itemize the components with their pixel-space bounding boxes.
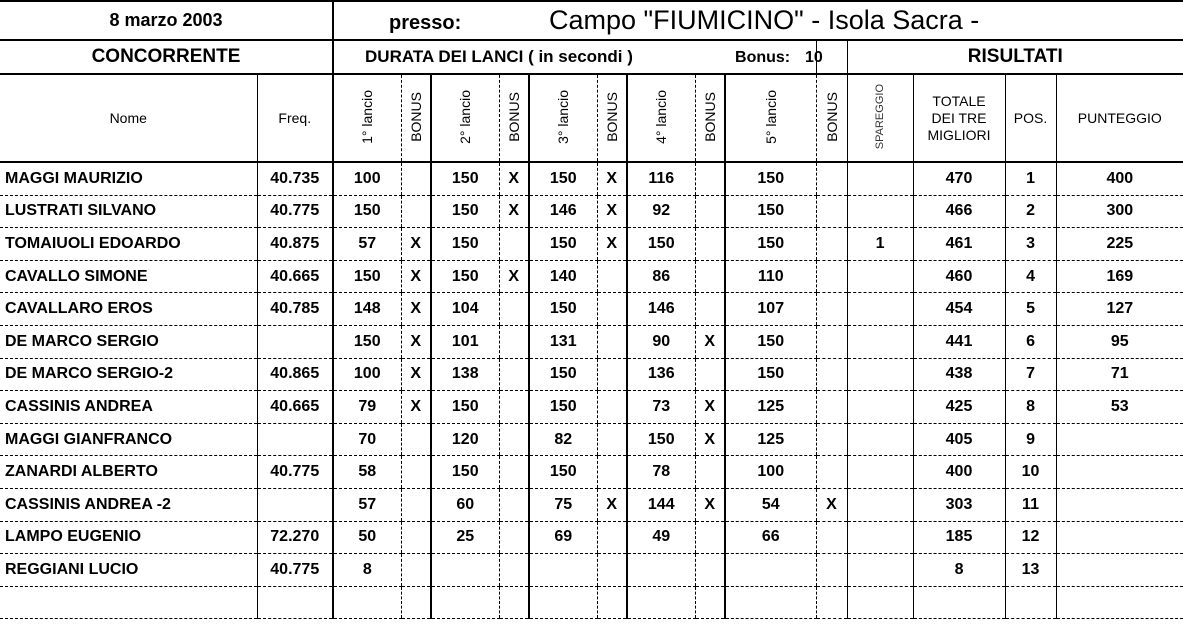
cell-lancio-3: 75: [529, 488, 597, 521]
section-risultati: RISULTATI: [847, 40, 1183, 74]
table-row: [0, 391, 1183, 424]
cell-bonus-3: X: [597, 195, 627, 228]
cell-totale: 460: [913, 260, 1005, 293]
cell-pos: 13: [1005, 554, 1056, 587]
cell-pos: 7: [1005, 358, 1056, 391]
cell-nome: CASSINIS ANDREA -2: [0, 488, 257, 521]
cell-bonus-3: [597, 391, 627, 424]
cell-bonus-3: [597, 325, 627, 358]
cell-lancio-5: 66: [725, 521, 816, 554]
cell-lancio-1: 70: [333, 423, 401, 456]
cell-totale: 185: [913, 521, 1005, 554]
cell-freq: 40.785: [257, 293, 333, 326]
cell-punteggio: 53: [1056, 391, 1183, 424]
cell-nome: DE MARCO SERGIO-2: [0, 358, 257, 391]
cell-lancio-2: 104: [431, 293, 499, 326]
cell-bonus-3: [597, 358, 627, 391]
cell-lancio-2: 120: [431, 423, 499, 456]
cell-nome: CASSINIS ANDREA: [0, 391, 257, 424]
cell-bonus-2: [499, 456, 529, 489]
cell-lancio-4: 150: [627, 423, 695, 456]
cell-lancio-2: 150: [431, 228, 499, 261]
cell-nome: [0, 586, 257, 619]
cell-bonus-1: [401, 554, 431, 587]
cell-lancio-4: 92: [627, 195, 695, 228]
cell-bonus-5: [816, 228, 847, 261]
cell-bonus-2: X: [499, 260, 529, 293]
cell-nome: LAMPO EUGENIO: [0, 521, 257, 554]
cell-pos: 5: [1005, 293, 1056, 326]
col-bonus-5: BONUS: [823, 91, 840, 142]
cell-punteggio: [1056, 586, 1183, 619]
cell-lancio-5: 107: [725, 293, 816, 326]
cell-punteggio: [1056, 456, 1183, 489]
cell-spareggio: [847, 521, 913, 554]
col-freq: Freq.: [257, 74, 333, 162]
cell-bonus-3: X: [597, 488, 627, 521]
cell-lancio-4: 136: [627, 358, 695, 391]
cell-nome: LUSTRATI SILVANO: [0, 195, 257, 228]
cell-lancio-4: 49: [627, 521, 695, 554]
cell-bonus-4: [695, 195, 725, 228]
cell-bonus-5: [816, 358, 847, 391]
cell-bonus-2: [499, 228, 529, 261]
cell-lancio-3: 150: [529, 228, 597, 261]
cell-totale: 425: [913, 391, 1005, 424]
cell-freq: 40.875: [257, 228, 333, 261]
cell-spareggio: [847, 162, 913, 195]
cell-lancio-2: 101: [431, 325, 499, 358]
table-row: [0, 228, 1183, 261]
cell-pos: 12: [1005, 521, 1056, 554]
presso-label: presso:: [389, 12, 462, 34]
cell-totale: [913, 586, 1005, 619]
cell-bonus-5: [816, 554, 847, 587]
cell-lancio-2: 138: [431, 358, 499, 391]
cell-lancio-2: 25: [431, 521, 499, 554]
cell-lancio-3: 150: [529, 162, 597, 195]
cell-bonus-2: [499, 521, 529, 554]
cell-spareggio: [847, 358, 913, 391]
cell-lancio-4: [627, 586, 695, 619]
section-concorrente: CONCORRENTE: [0, 40, 333, 74]
cell-lancio-3: 82: [529, 423, 597, 456]
cell-bonus-2: [499, 423, 529, 456]
cell-pos: 8: [1005, 391, 1056, 424]
cell-lancio-4: 116: [627, 162, 695, 195]
cell-bonus-4: X: [695, 391, 725, 424]
cell-pos: 9: [1005, 423, 1056, 456]
cell-lancio-2: [431, 586, 499, 619]
cell-pos: 11: [1005, 488, 1056, 521]
cell-spareggio: [847, 586, 913, 619]
cell-bonus-3: [597, 293, 627, 326]
cell-lancio-5: 150: [725, 162, 816, 195]
cell-bonus-1: [401, 586, 431, 619]
durata-label: DURATA DEI LANCI ( in secondi ): [365, 47, 633, 66]
cell-freq: 72.270: [257, 521, 333, 554]
cell-nome: TOMAIUOLI EDOARDO: [0, 228, 257, 261]
cell-punteggio: [1056, 521, 1183, 554]
cell-lancio-2: 150: [431, 260, 499, 293]
cell-lancio-2: 150: [431, 195, 499, 228]
cell-nome: DE MARCO SERGIO: [0, 325, 257, 358]
table-row: [0, 554, 1183, 587]
col-totale: [913, 74, 1005, 162]
cell-lancio-5: [725, 586, 816, 619]
cell-bonus-3: [597, 586, 627, 619]
cell-lancio-4: 144: [627, 488, 695, 521]
cell-pos: 10: [1005, 456, 1056, 489]
cell-totale: 438: [913, 358, 1005, 391]
cell-nome: CAVALLARO EROS: [0, 293, 257, 326]
cell-bonus-3: [597, 521, 627, 554]
cell-nome: ZANARDI ALBERTO: [0, 456, 257, 489]
cell-bonus-4: [695, 586, 725, 619]
cell-lancio-5: 125: [725, 423, 816, 456]
cell-bonus-1: X: [401, 293, 431, 326]
cell-spareggio: [847, 325, 913, 358]
cell-lancio-1: 148: [333, 293, 401, 326]
table-row: [0, 325, 1183, 358]
cell-spareggio: [847, 456, 913, 489]
cell-bonus-4: X: [695, 325, 725, 358]
cell-lancio-2: 150: [431, 456, 499, 489]
cell-lancio-5: 100: [725, 456, 816, 489]
col-spareggio: SPAREGGIO: [874, 83, 887, 150]
cell-bonus-5: [816, 391, 847, 424]
cell-bonus-4: X: [695, 488, 725, 521]
cell-spareggio: [847, 554, 913, 587]
cell-bonus-5: [816, 423, 847, 456]
cell-lancio-2: [431, 554, 499, 587]
cell-bonus-4: [695, 456, 725, 489]
cell-bonus-3: X: [597, 228, 627, 261]
event-date: 8 marzo 2003: [0, 1, 333, 40]
cell-bonus-5: [816, 260, 847, 293]
cell-spareggio: 1: [847, 228, 913, 261]
cell-pos: 1: [1005, 162, 1056, 195]
cell-lancio-4: 86: [627, 260, 695, 293]
cell-totale: 466: [913, 195, 1005, 228]
cell-punteggio: 169: [1056, 260, 1183, 293]
cell-punteggio: [1056, 488, 1183, 521]
cell-bonus-5: [816, 195, 847, 228]
cell-freq: 40.735: [257, 162, 333, 195]
cell-lancio-3: 150: [529, 293, 597, 326]
cell-bonus-1: [401, 521, 431, 554]
cell-lancio-2: 150: [431, 162, 499, 195]
col-punteggio: PUNTEGGIO: [1056, 74, 1183, 162]
cell-bonus-2: [499, 554, 529, 587]
cell-spareggio: [847, 391, 913, 424]
cell-nome: MAGGI GIANFRANCO: [0, 423, 257, 456]
cell-bonus-4: [695, 554, 725, 587]
cell-totale: 405: [913, 423, 1005, 456]
cell-bonus-5: X: [816, 488, 847, 521]
cell-lancio-2: 150: [431, 391, 499, 424]
table-row: [0, 586, 1183, 619]
cell-bonus-5: [816, 586, 847, 619]
cell-bonus-5: [816, 162, 847, 195]
cell-lancio-3: 69: [529, 521, 597, 554]
cell-lancio-3: [529, 554, 597, 587]
cell-lancio-4: 78: [627, 456, 695, 489]
cell-punteggio: [1056, 423, 1183, 456]
cell-freq: [257, 488, 333, 521]
cell-lancio-3: 150: [529, 456, 597, 489]
cell-lancio-1: 57: [333, 488, 401, 521]
cell-lancio-5: 150: [725, 325, 816, 358]
col-bonus-2: BONUS: [505, 91, 522, 142]
cell-bonus-4: [695, 358, 725, 391]
cell-lancio-5: [725, 554, 816, 587]
cell-bonus-4: X: [695, 423, 725, 456]
cell-bonus-3: [597, 456, 627, 489]
cell-totale: 400: [913, 456, 1005, 489]
event-location: [333, 1, 1183, 40]
cell-spareggio: [847, 423, 913, 456]
cell-bonus-2: [499, 488, 529, 521]
cell-bonus-1: X: [401, 228, 431, 261]
table-row: [0, 423, 1183, 456]
cell-lancio-1: 150: [333, 325, 401, 358]
cell-freq: 40.775: [257, 456, 333, 489]
cell-bonus-4: [695, 260, 725, 293]
cell-totale: 454: [913, 293, 1005, 326]
cell-bonus-2: [499, 325, 529, 358]
cell-bonus-2: X: [499, 195, 529, 228]
cell-punteggio: [1056, 554, 1183, 587]
cell-lancio-1: 150: [333, 260, 401, 293]
col-lancio-2: 2° lancio: [457, 89, 474, 144]
cell-bonus-1: [401, 423, 431, 456]
bonus-value: 10: [805, 49, 823, 66]
cell-lancio-4: 150: [627, 228, 695, 261]
cell-lancio-1: 150: [333, 195, 401, 228]
cell-bonus-1: [401, 195, 431, 228]
cell-lancio-1: 58: [333, 456, 401, 489]
cell-lancio-5: 110: [725, 260, 816, 293]
cell-lancio-3: 150: [529, 358, 597, 391]
cell-lancio-3: 140: [529, 260, 597, 293]
cell-bonus-3: [597, 260, 627, 293]
cell-freq: 40.775: [257, 554, 333, 587]
cell-freq: [257, 586, 333, 619]
cell-lancio-1: 100: [333, 358, 401, 391]
col-lancio-5: 5° lancio: [762, 89, 779, 144]
cell-bonus-1: X: [401, 325, 431, 358]
table-row: [0, 456, 1183, 489]
col-bonus-1: BONUS: [407, 91, 424, 142]
cell-bonus-1: [401, 456, 431, 489]
cell-bonus-2: [499, 358, 529, 391]
cell-freq: 40.665: [257, 391, 333, 424]
cell-lancio-4: 73: [627, 391, 695, 424]
cell-bonus-2: [499, 293, 529, 326]
cell-lancio-3: 146: [529, 195, 597, 228]
col-totale-label: TOTALE DEI TRE MIGLIORI: [927, 92, 991, 143]
cell-punteggio: 71: [1056, 358, 1183, 391]
cell-lancio-4: [627, 554, 695, 587]
cell-lancio-1: 79: [333, 391, 401, 424]
cell-nome: CAVALLO SIMONE: [0, 260, 257, 293]
cell-bonus-3: [597, 554, 627, 587]
cell-nome: MAGGI MAURIZIO: [0, 162, 257, 195]
cell-spareggio: [847, 260, 913, 293]
cell-lancio-3: 131: [529, 325, 597, 358]
cell-lancio-1: 100: [333, 162, 401, 195]
cell-bonus-1: X: [401, 260, 431, 293]
cell-bonus-2: [499, 586, 529, 619]
table-row: [0, 521, 1183, 554]
cell-lancio-5: 54: [725, 488, 816, 521]
cell-bonus-1: X: [401, 391, 431, 424]
cell-lancio-3: [529, 586, 597, 619]
cell-freq: 40.775: [257, 195, 333, 228]
cell-lancio-5: 150: [725, 228, 816, 261]
cell-punteggio: 300: [1056, 195, 1183, 228]
cell-bonus-4: [695, 162, 725, 195]
cell-bonus-1: [401, 488, 431, 521]
cell-lancio-5: 125: [725, 391, 816, 424]
table-row: [0, 260, 1183, 293]
cell-lancio-1: 57: [333, 228, 401, 261]
cell-lancio-5: 150: [725, 358, 816, 391]
col-lancio-1: 1° lancio: [359, 89, 376, 144]
cell-pos: 6: [1005, 325, 1056, 358]
col-lancio-4: 4° lancio: [653, 89, 670, 144]
cell-totale: 8: [913, 554, 1005, 587]
section-durata: [333, 40, 823, 74]
cell-lancio-3: 150: [529, 391, 597, 424]
cell-lancio-4: 146: [627, 293, 695, 326]
cell-freq: [257, 423, 333, 456]
cell-freq: 40.865: [257, 358, 333, 391]
table-row: [0, 162, 1183, 195]
cell-bonus-1: X: [401, 358, 431, 391]
cell-nome: REGGIANI LUCIO: [0, 554, 257, 587]
cell-bonus-3: [597, 423, 627, 456]
location-name: Campo "FIUMICINO" - Isola Sacra -: [549, 5, 980, 35]
col-lancio-3: 3° lancio: [555, 89, 572, 144]
cell-bonus-5: [816, 456, 847, 489]
cell-bonus-5: [816, 293, 847, 326]
table-row: [0, 293, 1183, 326]
cell-lancio-2: 60: [431, 488, 499, 521]
cell-bonus-2: [499, 391, 529, 424]
cell-pos: 2: [1005, 195, 1056, 228]
cell-bonus-3: X: [597, 162, 627, 195]
col-pos: POS.: [1005, 74, 1056, 162]
cell-punteggio: 95: [1056, 325, 1183, 358]
bonus-label: Bonus:: [735, 49, 791, 66]
cell-punteggio: 225: [1056, 228, 1183, 261]
cell-punteggio: 127: [1056, 293, 1183, 326]
cell-totale: 470: [913, 162, 1005, 195]
cell-bonus-5: [816, 521, 847, 554]
cell-totale: 303: [913, 488, 1005, 521]
cell-bonus-1: [401, 162, 431, 195]
cell-bonus-4: [695, 293, 725, 326]
cell-lancio-1: 50: [333, 521, 401, 554]
cell-bonus-5: [816, 325, 847, 358]
cell-totale: 441: [913, 325, 1005, 358]
cell-spareggio: [847, 293, 913, 326]
cell-lancio-5: 150: [725, 195, 816, 228]
cell-spareggio: [847, 488, 913, 521]
col-nome: Nome: [0, 74, 257, 162]
cell-totale: 461: [913, 228, 1005, 261]
table-row: [0, 358, 1183, 391]
cell-bonus-4: [695, 521, 725, 554]
cell-bonus-2: X: [499, 162, 529, 195]
cell-lancio-4: 90: [627, 325, 695, 358]
cell-freq: 40.665: [257, 260, 333, 293]
cell-freq: [257, 325, 333, 358]
col-bonus-3: BONUS: [603, 91, 620, 142]
cell-lancio-1: [333, 586, 401, 619]
cell-pos: 4: [1005, 260, 1056, 293]
cell-pos: 3: [1005, 228, 1056, 261]
table-row: [0, 195, 1183, 228]
table-row: [0, 488, 1183, 521]
cell-spareggio: [847, 195, 913, 228]
col-bonus-4: BONUS: [701, 91, 718, 142]
cell-lancio-1: 8: [333, 554, 401, 587]
cell-punteggio: 400: [1056, 162, 1183, 195]
cell-pos: [1005, 586, 1056, 619]
cell-bonus-4: [695, 228, 725, 261]
